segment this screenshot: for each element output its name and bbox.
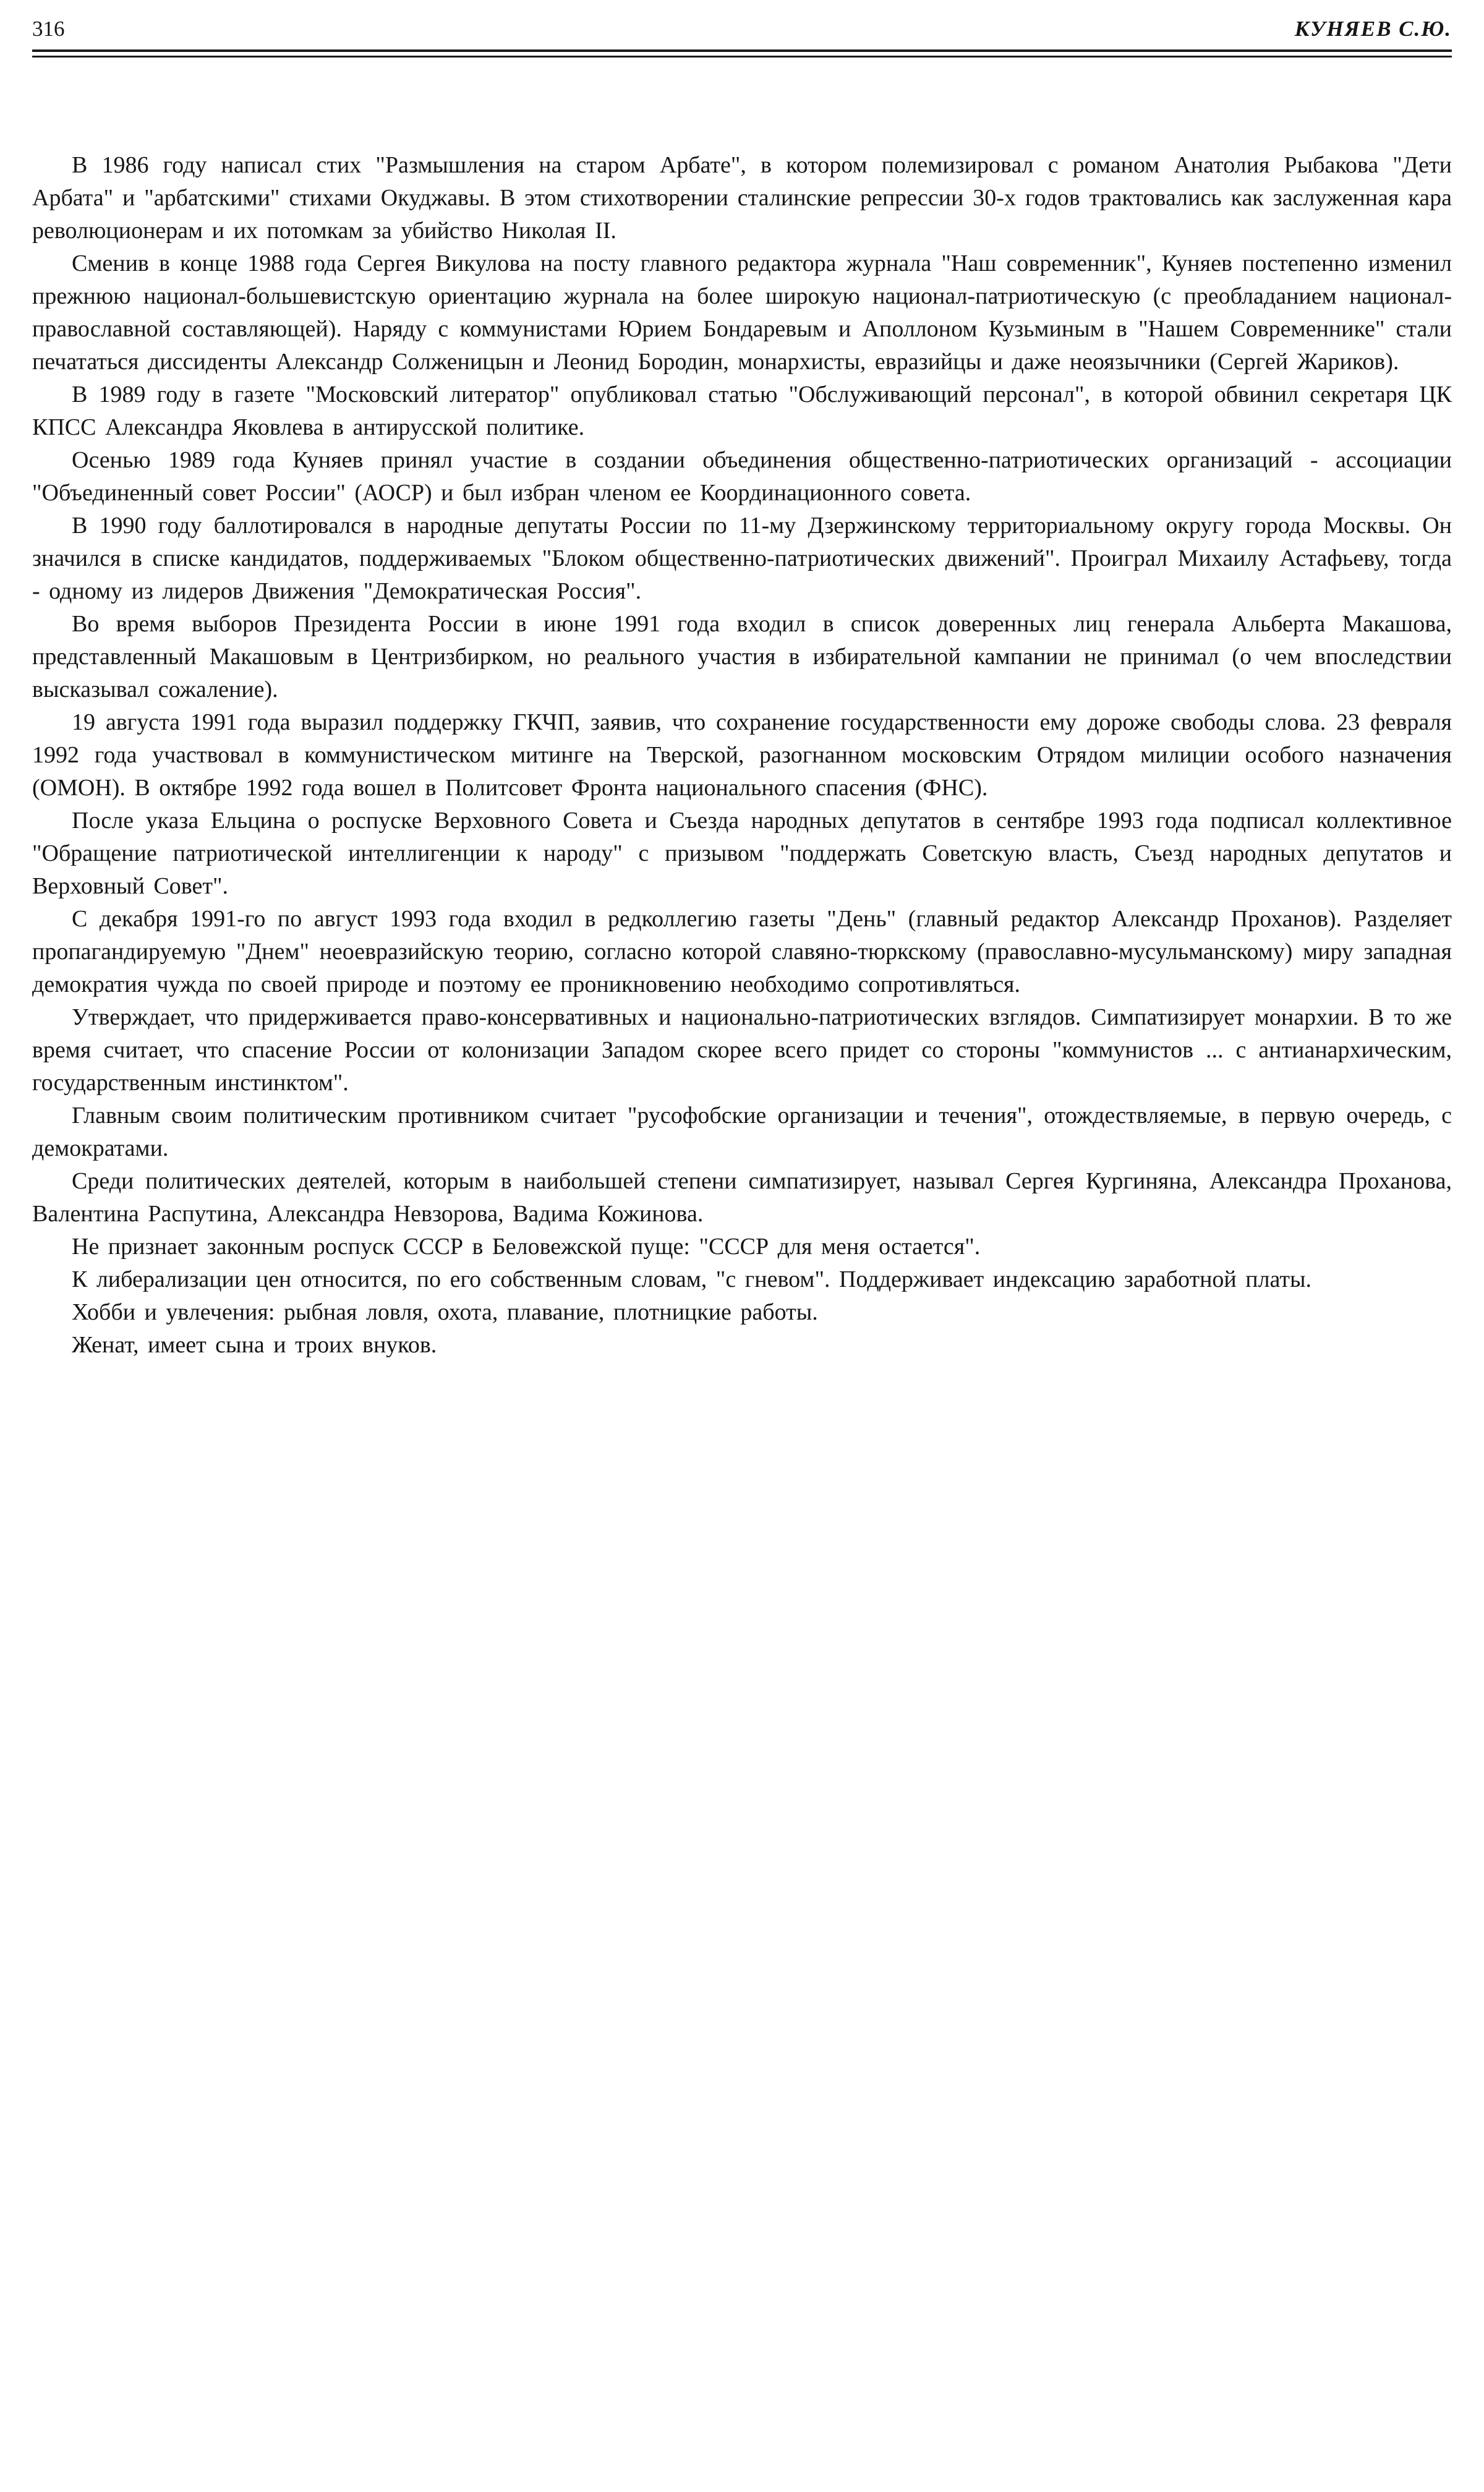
- header-rule: [32, 49, 1452, 58]
- page-number: 316: [32, 17, 65, 41]
- paragraph: Среди политических деятелей, которым в наибольшей степени симпатизирует, называл Сергея Кургиняна, Александра Проханова, Валентина Распутина, Александра Невзорова, Вадима Кожинова.: [32, 1168, 1452, 1227]
- paragraph: В 1989 году в газете "Московский литератор" опубликовал статью "Обслуживающий персонал", в которой обвинил секретаря ЦК КПСС Александра Яковлева в антирусской политике.: [32, 382, 1452, 440]
- paragraph: К либерализации цен относится, по его собственным словам, "с гневом". Поддерживает индексацию заработной платы.: [72, 1266, 1312, 1292]
- paragraph: Женат, имеет сына и троих внуков.: [72, 1332, 437, 1358]
- paragraph: Во время выборов Президента России в июне 1991 года входил в список доверенных лиц генерала Альберта Макашова, представленный Макашовым в Центризбирком, но реального участия в избирательной кампании не принимал (о чем впоследствии высказывал сожаление).: [32, 611, 1452, 702]
- paragraph: После указа Ельцина о роспуске Верховного Совета и Съезда народных депутатов в сентябре 1993 года подписал коллективное "Обращение патриотической интеллигенции к народу" с призывом "поддержать Советскую власть, Съезд народных депутатов и Верховный Совет".: [32, 808, 1452, 899]
- paragraph: Утверждает, что придерживается право-консервативных и национально-патриотических взглядов. Симпатизирует монархии. В то же время считает, что спасение России от колонизации Западом скорее всего придет со стороны "коммунистов ... с антианархическим, государственным инстинктом".: [32, 1004, 1452, 1096]
- paragraph: Не признает законным роспуск СССР в Беловежской пуще: "СССР для меня остается".: [72, 1234, 981, 1260]
- paragraph: С декабря 1991-го по август 1993 года входил в редколлегию газеты "День" (главный редактор Александр Проханов). Разделяет пропагандируемую "Днем" неоевразийскую теорию, согласно которой славяно-тюркскому (православно-мусульманскому) миру западная демократия чужда по своей природе и поэтому ее проникновению необходимо сопротивляться.: [32, 906, 1452, 997]
- paragraph: В 1990 году баллотировался в народные депутаты России по 11-му Дзержинскому территориальному округу города Москвы. Он значился в списке кандидатов, поддерживаемых "Блоком общественно-патриотических движений". Проиграл Михаилу Астафьеву, тогда - одному из лидеров Движения "Демократическая Россия".: [32, 513, 1452, 604]
- paragraph: Хобби и увлечения: рыбная ловля, охота, плавание, плотницкие работы.: [72, 1299, 818, 1325]
- body-text: [32, 149, 1452, 1362]
- paragraph: Главным своим политическим противником считает "русофобские организации и течения", отождествляемые, в первую очередь, с демократами.: [32, 1103, 1452, 1161]
- paragraph: Осенью 1989 года Куняев принял участие в создании объединения общественно-патриотических организаций - ассоциации "Объединенный совет России" (АОСР) и был избран членом ее Координационного совета.: [32, 447, 1452, 506]
- paragraph: Сменив в конце 1988 года Сергея Викулова на посту главного редактора журнала "Наш современник", Куняев постепенно изменил прежнюю национал-большевистскую ориентацию журнала на более широкую национал-патриотическую (с преобладанием национал-православной составляющей). Наряду с коммунистами Юрием Бондаревым и Аполлоном Кузьминым в "Нашем Современнике" стали печататься диссиденты Александр Солженицын и Леонид Бородин, монархисты, евразийцы и даже неоязычники (Сергей Жариков).: [32, 250, 1452, 375]
- paragraph: В 1986 году написал стих "Размышления на старом Арбате", в котором полемизировал с романом Анатолия Рыбакова "Дети Арбата" и "арбатскими" стихами Окуджавы. В этом стихотворении сталинские репрессии 30-х годов трактовались как заслуженная кара революционерам и их потомкам за убийство Николая II.: [32, 152, 1452, 244]
- running-head: КУНЯЕВ С.Ю.: [1294, 17, 1452, 41]
- paragraph: 19 августа 1991 года выразил поддержку ГКЧП, заявив, что сохранение государственности ему дороже свободы слова. 23 февраля 1992 года участвовал в коммунистическом митинге на Тверской, разогнанном московским Отрядом милиции особого назначения (ОМОН). В октябре 1992 года вошел в Политсовет Фронта национального спасения (ФНС).: [32, 709, 1452, 801]
- page-header: [32, 16, 1452, 42]
